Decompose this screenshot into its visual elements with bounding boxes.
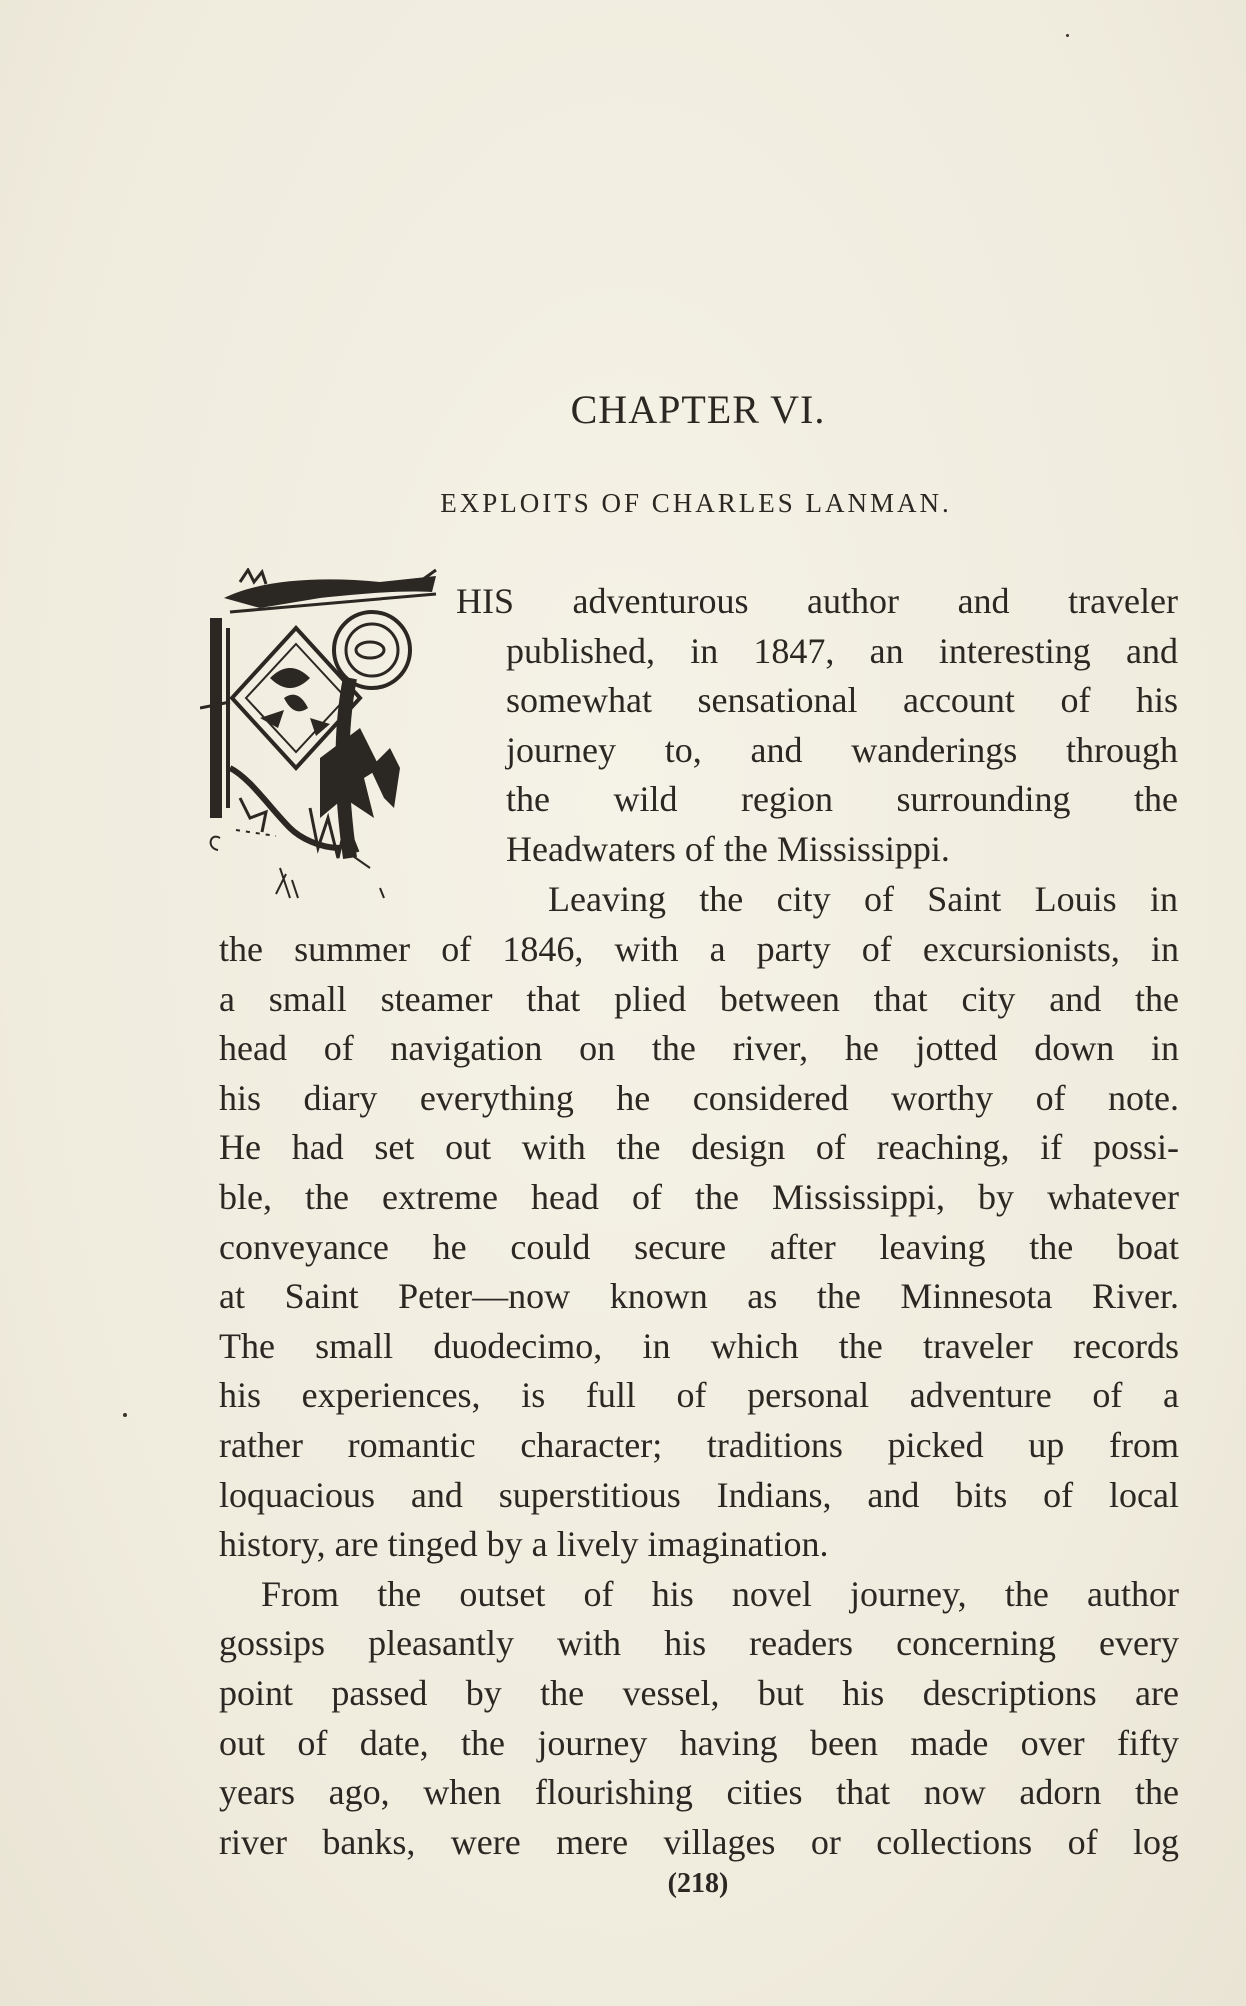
text-line: at Saint Peter—now known as the Minnesota River.: [219, 1276, 1179, 1317]
text-line: a small steamer that plied between that city and the: [219, 978, 1179, 1019]
text-line: From the outset of his novel journey, the author: [261, 1573, 1179, 1614]
paper-speck: [123, 1413, 127, 1417]
text-line: out of date, the journey having been made over fifty: [219, 1722, 1179, 1763]
text-line: Headwaters of the Mississippi.: [506, 828, 950, 869]
text-line: the summer of 1846, with a party of excursionists, in: [219, 929, 1179, 969]
text-line: published, in 1847, an interesting and: [506, 630, 1178, 671]
text-line: gossips pleasantly with his readers concerning every: [219, 1623, 1179, 1664]
paper-speck: [1066, 34, 1069, 37]
text-line: loquacious and superstitious Indians, and bits of local: [219, 1474, 1179, 1515]
text-line: conveyance he could secure after leaving the boat: [219, 1226, 1179, 1267]
text-line: river banks, were mere villages or collections of log: [219, 1821, 1179, 1862]
text-line: ble, the extreme head of the Mississippi, by whatever: [219, 1176, 1179, 1217]
text-line: his experiences, is full of personal adventure of a: [219, 1375, 1179, 1416]
text-line: Leaving the city of Saint Louis in: [548, 878, 1178, 919]
text-line: his diary everything he considered worthy of note.: [219, 1077, 1179, 1118]
text-line: somewhat sensational account of his: [506, 680, 1178, 721]
text-line: HIS adventurous author and traveler: [456, 581, 1178, 621]
text-line: years ago, when flourishing cities that now adorn the: [219, 1772, 1179, 1813]
body-text: [219, 925, 1179, 1867]
opening-paragraph: [456, 577, 1178, 924]
text-line: He had set out with the design of reaching, if possi-: [219, 1127, 1179, 1168]
text-line: rather romantic character; traditions picked up from: [219, 1424, 1179, 1465]
text-line: history, are tinged by a lively imagination.: [219, 1524, 829, 1565]
text-line: head of navigation on the river, he jotted down in: [219, 1028, 1179, 1069]
text-line: the wild region surrounding the: [506, 779, 1178, 820]
chapter-subtitle: EXPLOITS OF CHARLES LANMAN.: [440, 488, 952, 518]
text-line: The small duodecimo, in which the traveler records: [219, 1325, 1179, 1366]
text-line: point passed by the vessel, but his descriptions are: [219, 1672, 1179, 1713]
chapter-title: CHAPTER VI.: [570, 387, 826, 432]
ornamental-initial-t-icon: [200, 568, 448, 918]
page-number: (218): [667, 1868, 729, 1899]
text-line: journey to, and wanderings through: [506, 729, 1178, 770]
